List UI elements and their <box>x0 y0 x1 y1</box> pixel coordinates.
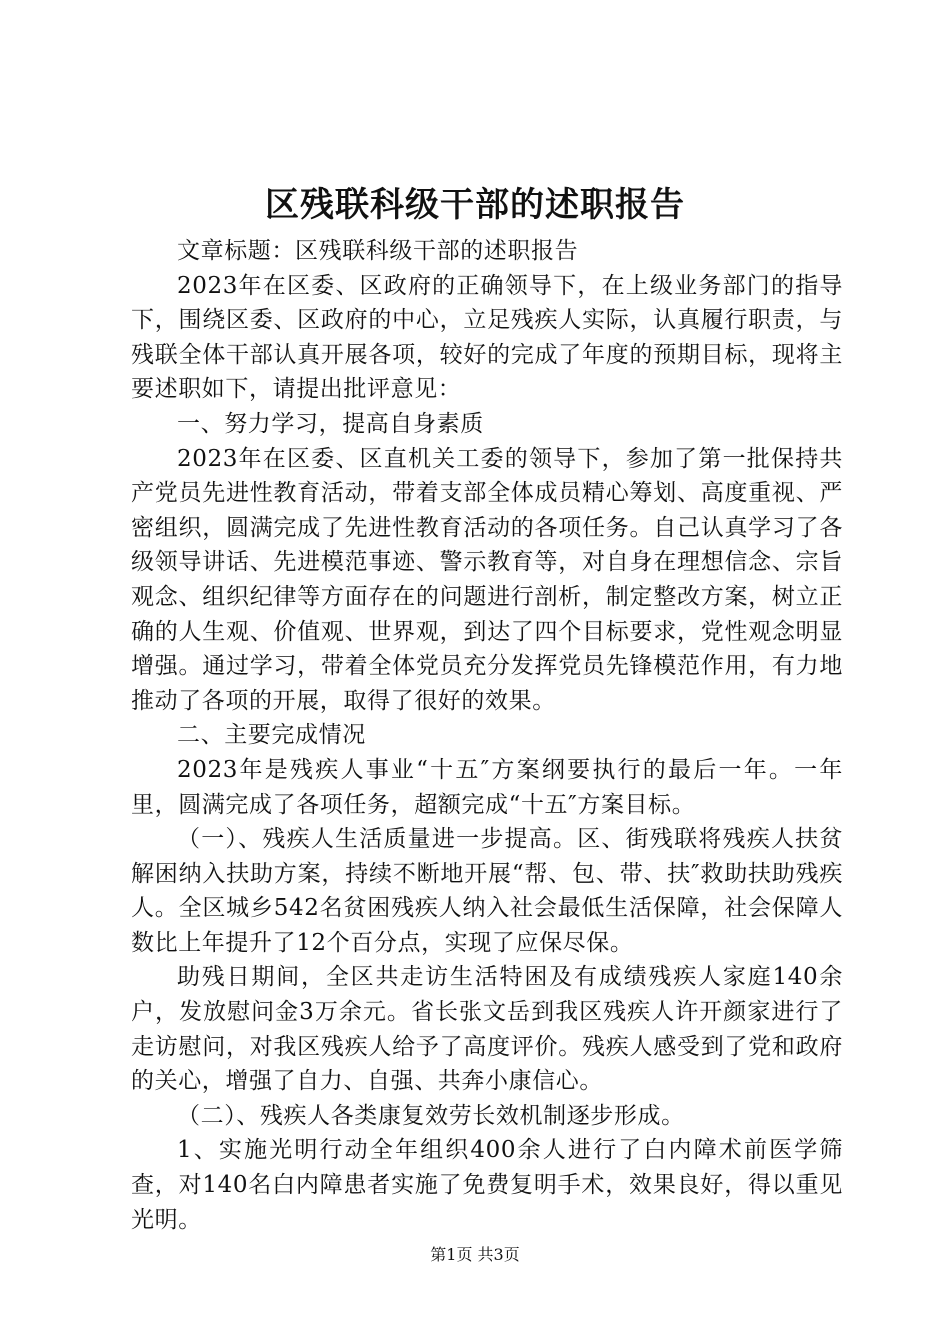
living-quality-paragraph: （一）、残疾人生活质量进一步提高。区、街残联将残疾人扶贫解困纳入扶助方案，持续不断地开展“帮、包、带、扶″救助扶助残疾人。全区城乡542名贫困残疾人纳入社会最低生活保障，社会保障人数比上年提升了12个百分点，实现了应保尽保。 <box>131 826 843 956</box>
document-title: 区残联科级干部的述职报告 <box>265 185 685 225</box>
page-footer <box>0 1244 950 1266</box>
completion-paragraph: 2023年是残疾人事业“十五″方案纲要执行的最后一年。一年里，圆满完成了各项任务，超额完成“十五″方案目标。 <box>131 756 843 818</box>
section-heading-study: 一、努力学习，提高自身素质 <box>177 410 484 437</box>
page-number: 第1页 共3页 <box>430 1245 520 1264</box>
rehab-heading: （二）、残疾人各类康复效劳长效机制逐步形成。 <box>177 1102 685 1129</box>
study-paragraph: 2023年在区委、区直机关工委的领导下，参加了第一批保持共产党员先进性教育活动，带着支部全体成员精心筹划、高度重视、严密组织，圆满完成了先进性教育活动的各项任务。自己认真学习了各级领导讲话、先进模范事迹、警示教育等，对自身在理想信念、宗旨观念、组织纪律等方面存在的问题进行剖析，制定整改方案，树立正确的人生观、价值观、世界观，到达了四个目标要求，党性观念明显增强。通过学习，带着全体党员充分发挥党员先锋模范作用，有力地推动了各项的开展，取得了很好的效果。 <box>131 445 843 714</box>
article-title-line: 文章标题：区残联科级干部的述职报告 <box>177 238 579 264</box>
intro-paragraph: 2023年在区委、区政府的正确领导下，在上级业务部门的指导下，围绕区委、区政府的中心，立足残疾人实际，认真履行职责，与残联全体干部认真开展各项，较好的完成了年度的预期目标，现将主要述职如下，请提出批评意见： <box>131 272 843 403</box>
document-body <box>131 234 843 1237</box>
assistance-day-paragraph: 助残日期间，全区共走访生活特困及有成绩残疾人家庭140余户，发放慰问金3万余元。省长张文岳到我区残疾人许开颜家进行了走访慰问，对我区残疾人给予了高度评价。残疾人感受到了党和政府的关心，增强了自力、自强、共奔小康信心。 <box>131 964 843 1095</box>
bright-action-paragraph: 1、实施光明行动全年组织400余人进行了白内障术前医学筛查，对140名白内障患者实施了免费复明手术，效果良好，得以重见光明。 <box>131 1137 843 1233</box>
section-heading-completion: 二、主要完成情况 <box>177 722 366 749</box>
